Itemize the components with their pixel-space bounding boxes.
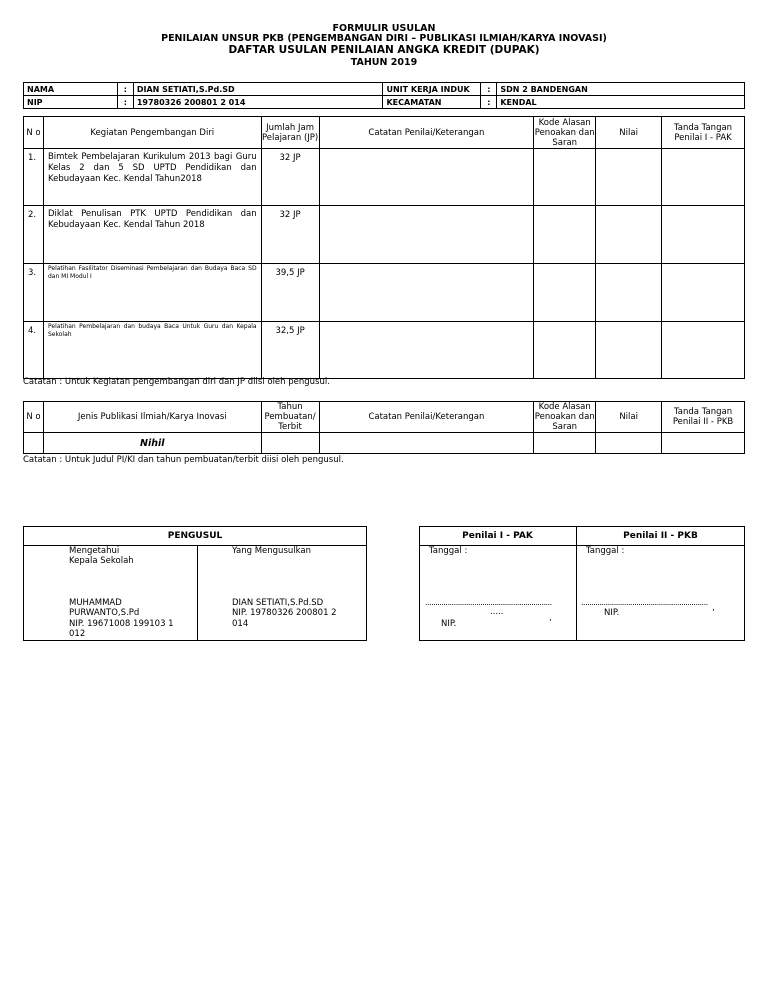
row-kode	[534, 322, 596, 379]
separator: :	[117, 96, 133, 109]
header-kode: Kode Alasan Penoakan dan Saran	[534, 402, 595, 432]
kepala-sekolah-name: PURWANTO,S.Pd	[69, 608, 140, 618]
nama-value: DIAN SETIATI,S.Pd.SD	[133, 83, 383, 96]
pengusul-name: DIAN SETIATI,S.Pd.SD	[232, 598, 324, 608]
nip-label: NIP	[24, 96, 118, 109]
header-kode: Kode Alasan Penoakan dan Saran	[534, 117, 595, 148]
row-jp: 32,5 JP	[261, 322, 319, 379]
header-kegiatan: Kegiatan Pengembangan Diri	[43, 117, 261, 149]
row-kegiatan: Bimtek Pembelajaran Kurikulum 2013 bagi Guru Kelas 2 dan 5 SD UPTD Pendidikan dan Kebudayaan Kec. Kendal Tahun2018	[43, 149, 261, 206]
table-row	[24, 264, 745, 322]
row-jp: 39,5 JP	[261, 264, 319, 322]
row-no: 4.	[24, 322, 44, 379]
row-kode	[534, 264, 596, 322]
mengetahui-label: Mengetahui	[69, 546, 120, 556]
table1-note: Catatan : Untuk Kegiatan pengembangan diri dan JP diisi oleh pengusul.	[23, 377, 330, 387]
pengusul-title: PENGUSUL	[167, 531, 223, 541]
row-catatan	[319, 433, 534, 454]
form-title-line2: PENILAIAN UNSUR PKB (PENGEMBANGAN DIRI – PUBLIKASI ILMIAH/KARYA INOVASI)	[161, 33, 607, 44]
divider	[197, 545, 198, 641]
table-row	[24, 322, 745, 379]
penilai1-nip: NIP.	[441, 619, 457, 629]
row-no: 1.	[24, 149, 44, 206]
row-catatan	[319, 206, 534, 264]
row-ttd	[662, 149, 745, 206]
penilai2-title: Penilai II - PKB	[623, 531, 698, 541]
divider	[576, 526, 577, 641]
header-ttd: Tanda Tangan Penilai II - PKB	[662, 402, 745, 433]
penilai1-signature-line: ..............................................................	[425, 598, 552, 607]
row-catatan	[319, 264, 534, 322]
penilai1-name-dots: .....	[490, 607, 504, 617]
pengusul-nip: NIP. 19780326 200801 2	[232, 608, 337, 618]
row-kegiatan: Pelatihan Pembelajaran dan budaya Baca Untuk Guru dan Kepala Sekolah	[43, 322, 261, 379]
pengusul-nip: 014	[232, 619, 249, 629]
row-ttd	[662, 322, 745, 379]
unit-value: SDN 2 BANDENGAN	[497, 83, 745, 96]
row-kode	[534, 433, 596, 454]
header-catatan: Catatan Penilai/Keterangan	[319, 402, 534, 433]
row-nilai	[596, 322, 662, 379]
header-no: N o	[24, 402, 44, 433]
unit-label: UNIT KERJA INDUK	[383, 83, 481, 96]
penilai2-signature-line: ..............................................................	[581, 598, 708, 607]
penilai2-nip: NIP.	[604, 608, 620, 618]
penilai2-comma: ‚	[712, 603, 715, 613]
header-no: N o	[24, 117, 44, 149]
row-nilai	[596, 264, 662, 322]
kepala-sekolah-nip: NIP. 19671008 199103 1	[69, 619, 174, 629]
table2-note: Catatan : Untuk Judul PI/KI dan tahun pembuatan/terbit diisi oleh pengusul.	[23, 455, 344, 465]
kecamatan-value: KENDAL	[497, 96, 745, 109]
nama-label: NAMA	[24, 83, 118, 96]
row-no: 3.	[24, 264, 44, 322]
kepala-sekolah-nip: 012	[69, 629, 86, 639]
row-jp: 32 JP	[261, 149, 319, 206]
kepala-sekolah-label: Kepala Sekolah	[69, 556, 134, 566]
penilai1-tanggal: Tanggal :	[429, 546, 468, 556]
penilai-box	[419, 526, 745, 641]
row-ttd	[662, 433, 745, 454]
penilai1-title: Penilai I - PAK	[462, 531, 533, 541]
penilai1-comma: ‚	[549, 613, 552, 623]
row-no	[24, 433, 44, 454]
row-kode	[534, 206, 596, 264]
separator: :	[481, 96, 497, 109]
table-row	[24, 433, 745, 454]
kecamatan-label: KECAMATAN	[383, 96, 481, 109]
identity-table	[23, 82, 745, 109]
row-catatan	[319, 322, 534, 379]
header-catatan: Catatan Penilai/Keterangan	[319, 117, 534, 149]
table-row	[24, 149, 745, 206]
row-nilai	[596, 149, 662, 206]
row-ttd	[662, 264, 745, 322]
row-tahun	[261, 433, 319, 454]
row-kegiatan: Diklat Penulisan PTK UPTD Pendidikan dan Kebudayaan Kec. Kendal Tahun 2018	[43, 206, 261, 264]
row-kode	[534, 149, 596, 206]
kepala-sekolah-name: MUHAMMAD	[69, 598, 122, 608]
separator: :	[117, 83, 133, 96]
row-no: 2.	[24, 206, 44, 264]
penilai2-tanggal: Tanggal :	[586, 546, 625, 556]
row-jenis: Nihil	[43, 433, 261, 454]
divider	[419, 545, 745, 546]
separator: :	[481, 83, 497, 96]
header-ttd: Tanda Tangan Penilai I - PAK	[662, 117, 745, 149]
yang-mengusulkan-label: Yang Mengusulkan	[232, 546, 311, 556]
form-title-line4: TAHUN 2019	[350, 57, 418, 68]
table-row	[24, 206, 745, 264]
pengembangan-diri-table	[23, 116, 745, 379]
header-nilai: Nilai	[596, 402, 662, 433]
row-ttd	[662, 206, 745, 264]
row-nilai	[596, 433, 662, 454]
header-jp: Jumlah Jam Pelajaran (JP)	[261, 117, 319, 149]
publikasi-table	[23, 401, 745, 454]
row-jp: 32 JP	[261, 206, 319, 264]
header-tahun: Tahun Pembuatan/ Terbit	[261, 402, 319, 433]
header-jenis: Jenis Publikasi Ilmiah/Karya Inovasi	[43, 402, 261, 433]
header-nilai: Nilai	[596, 117, 662, 149]
row-catatan	[319, 149, 534, 206]
row-nilai	[596, 206, 662, 264]
nip-value: 19780326 200801 2 014	[133, 96, 383, 109]
row-kegiatan: Pelatihan Fasilitator Diseminasi Pembelajaran dan Budaya Baca SD dan MI Modul I	[43, 264, 261, 322]
form-title-line1: FORMULIR USULAN	[332, 23, 436, 34]
form-title-line3: DAFTAR USULAN PENILAIAN ANGKA KREDIT (DUPAK)	[228, 44, 540, 56]
